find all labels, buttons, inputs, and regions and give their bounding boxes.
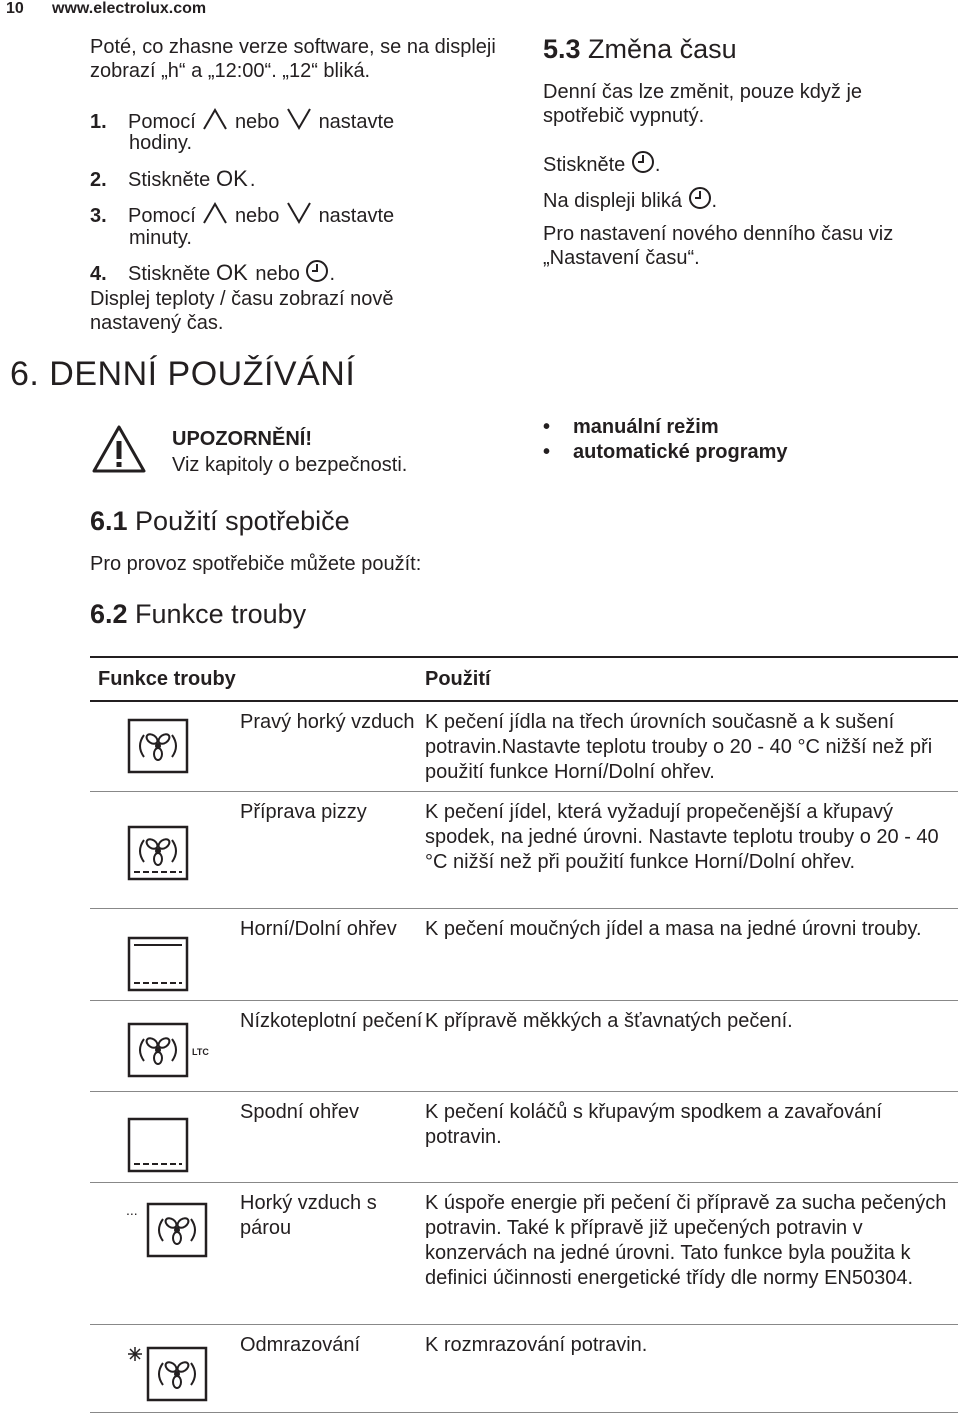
- step-text: Pomocí: [128, 205, 196, 227]
- oven-functions-table: [90, 656, 958, 1413]
- step-2: [90, 167, 255, 192]
- bottom-heat-icon: [126, 1116, 190, 1174]
- step-text: nastavte: [318, 205, 395, 227]
- bullet-dot-icon: •: [543, 441, 551, 463]
- defrost-icon: [126, 1345, 216, 1403]
- step-1-cont: hodiny.: [129, 132, 193, 154]
- page-number: 10: [6, 0, 24, 17]
- function-icon-cell: [90, 1000, 240, 1091]
- svg-text:...: ...: [126, 1201, 138, 1218]
- display-blinks-line: [543, 186, 717, 213]
- top-bottom-heat-icon: [126, 935, 190, 993]
- svg-text:OK: OK: [215, 167, 248, 189]
- ltc-badge: LTC: [192, 1046, 209, 1057]
- section-6-title: 6. DENNÍ POUŽÍVÁNÍ: [10, 355, 356, 393]
- section-5-3-text: Denní čas lze změnit, pouze když je spotřebič vypnutý.: [543, 81, 863, 127]
- step-3-cont: minuty.: [129, 227, 192, 249]
- table-header-row: [90, 657, 958, 701]
- step-text: nebo: [234, 111, 280, 133]
- section-title: Funkce trouby: [127, 599, 307, 629]
- step-text: nebo: [255, 263, 300, 285]
- table-row: [90, 1324, 958, 1412]
- period: .: [711, 190, 718, 212]
- clock-icon: [688, 186, 712, 210]
- steam-fan-icon: [126, 1201, 216, 1259]
- step-number: 2.: [90, 169, 107, 191]
- set-time-reference: Pro nastavení nového denního času viz „Nastavení času“.: [543, 223, 894, 269]
- step-4: [90, 259, 335, 286]
- function-name: Příprava pizzy: [240, 791, 425, 908]
- table-row: [90, 1000, 958, 1091]
- section-title: Změna času: [580, 34, 737, 64]
- function-use: K pečení jídla na třech úrovních současně a k sušení potravin.Nastavte teplotu trouby o 20 - 40 °C nižší než při použití funkce Horní/Dolní ohřev.: [425, 701, 958, 791]
- step-number: 1.: [90, 111, 107, 133]
- table-row: [90, 908, 958, 1000]
- svg-text:OK: OK: [215, 261, 248, 283]
- arrow-up-icon: [201, 201, 229, 225]
- function-name: Horní/Dolní ohřev: [240, 908, 425, 1000]
- function-name: Horký vzduch s párou: [240, 1182, 425, 1324]
- function-name: Odmrazování: [240, 1324, 425, 1412]
- section-number: 6.2: [90, 599, 128, 629]
- step-text: Pomocí: [128, 111, 196, 133]
- function-use: K přípravě měkkých a šťavnatých pečení.: [425, 1000, 958, 1091]
- function-name: Pravý horký vzduch: [240, 701, 425, 791]
- column-header: Použití: [425, 657, 958, 701]
- step-1: [90, 107, 394, 134]
- step-text: .: [329, 263, 336, 285]
- step-text: .: [249, 169, 256, 191]
- table-row: [90, 1091, 958, 1182]
- function-name: Nízkoteplotní pečení: [240, 1000, 425, 1091]
- instruction-text: Na displeji bliká: [543, 190, 682, 212]
- table-row: [90, 701, 958, 791]
- period: .: [654, 154, 661, 176]
- arrow-up-icon: [201, 107, 229, 131]
- function-use: K pečení moučných jídel a masa na jedné úrovni trouby.: [425, 908, 958, 1000]
- step-text: nastavte: [318, 111, 395, 133]
- function-icon-cell: [90, 1324, 240, 1412]
- ok-icon: [216, 261, 250, 283]
- table-row: [90, 791, 958, 908]
- section-6-1-heading: [90, 505, 350, 537]
- arrow-down-icon: [285, 201, 313, 225]
- step-text: nebo: [234, 205, 280, 227]
- function-use: K rozmrazování potravin.: [425, 1324, 958, 1412]
- step-4-cont: Displej teploty / času zobrazí nově nastavený čas.: [90, 288, 394, 334]
- warning-text: Viz kapitoly o bezpečnosti.: [172, 454, 408, 476]
- function-use: K pečení koláčů s křupavým spodkem a zavařování potravin.: [425, 1091, 958, 1182]
- section-6-2-heading: [90, 598, 306, 630]
- warning-icon: [92, 424, 146, 474]
- column-header: Funkce trouby: [90, 657, 425, 701]
- bullet-item: [543, 441, 788, 464]
- site-url[interactable]: www.electrolux.com: [52, 0, 207, 17]
- function-icon-cell: [90, 1182, 240, 1324]
- ltc-icon: [126, 1021, 216, 1079]
- instruction-text: Stiskněte: [543, 154, 626, 176]
- function-icon-cell: [90, 908, 240, 1000]
- function-icon-cell: [90, 791, 240, 908]
- press-clock-line: [543, 150, 660, 177]
- bullet-text: automatické programy: [573, 441, 788, 463]
- section-5-3-heading: [543, 33, 737, 65]
- step-number: 4.: [90, 263, 107, 285]
- clock-icon: [305, 259, 329, 283]
- function-use: K úspoře energie při pečení či přípravě za sucha pečených potravin. Také k přípravě již upečených potravin v konzervách na jedné úrovni. Tato funkce byla použita k definici účinnosti energetické třídy dle normy EN50304.: [425, 1182, 958, 1324]
- bullet-dot-icon: •: [543, 416, 551, 438]
- section-number: 5.3: [543, 34, 581, 64]
- step-number: 3.: [90, 205, 107, 227]
- function-icon-cell: [90, 701, 240, 791]
- true-fan-icon: [126, 717, 190, 775]
- step-3: [90, 201, 394, 228]
- step-text: Stiskněte: [128, 263, 211, 285]
- function-name: Spodní ohřev: [240, 1091, 425, 1182]
- step-text: Stiskněte: [128, 169, 211, 191]
- pizza-icon: [126, 824, 190, 882]
- function-icon-cell: [90, 1091, 240, 1182]
- table-row: [90, 1182, 958, 1324]
- section-title: Použití spotřebiče: [127, 506, 350, 536]
- function-use: K pečení jídel, která vyžadují propečenější a křupavý spodek, na jedné úrovni. Nastavte teplotu trouby o 20 - 40 °C nižší než při použití funkce Horní/Dolní ohřev.: [425, 791, 958, 908]
- section-number: 6.1: [90, 506, 128, 536]
- bullet-text: manuální režim: [573, 416, 719, 438]
- bullet-item: [543, 416, 719, 439]
- clock-icon: [631, 150, 655, 174]
- warning-title: UPOZORNĚNÍ!: [172, 428, 312, 450]
- arrow-down-icon: [285, 107, 313, 131]
- section-6-1-text: Pro provoz spotřebiče můžete použít:: [90, 553, 422, 575]
- ok-icon: [216, 167, 250, 189]
- intro-text: Poté, co zhasne verze software, se na displeji zobrazí „h“ a „12:00“. „12“ bliká.: [90, 36, 496, 82]
